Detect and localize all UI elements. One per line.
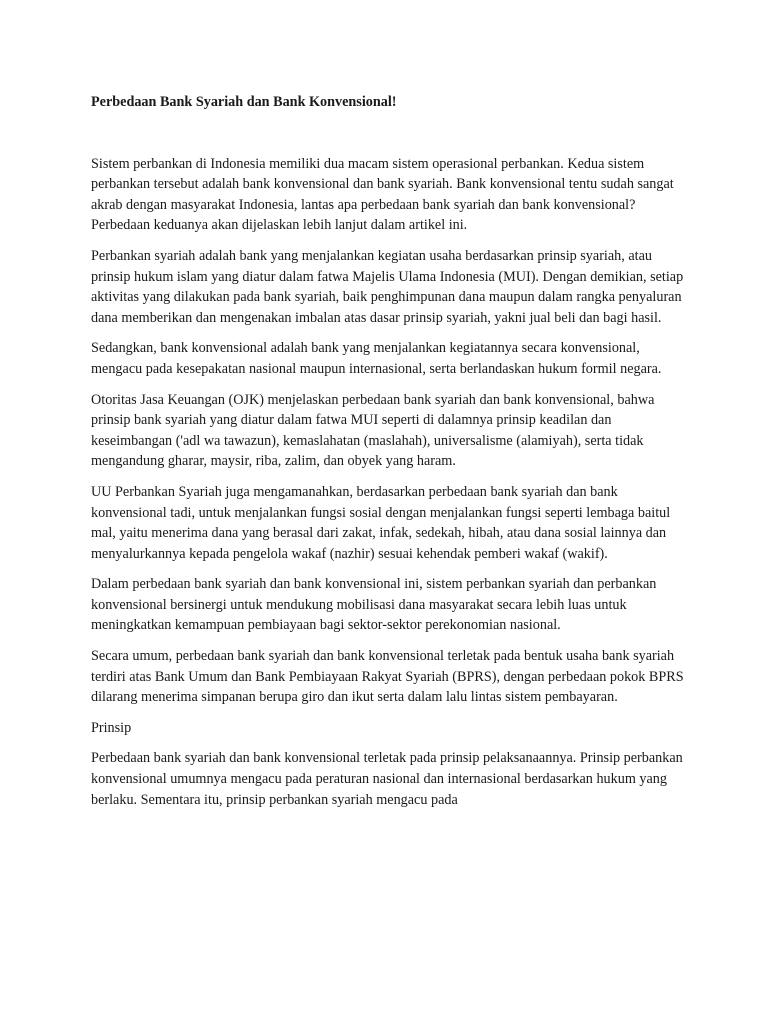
document-page	[91, 92, 691, 820]
paragraph-konvensional-definition: Sedangkan, bank konvensional adalah bank yang menjalankan kegiatannya secara konvensional, mengacu pada kesepakatan nasional maupun internasional, serta berlandaskan hukum formil negara.	[91, 340, 662, 377]
paragraph-uu-perbankan: UU Perbankan Syariah juga mengamanahkan, berdasarkan perbedaan bank syariah dan bank konvensional tadi, untuk menjalankan fungsi sosial dengan menjalankan fungsi seperti lembaga baitul mal, yaitu menerima dana yang berasal dari zakat, infak, sedekah, hibah, atau dana sosial lainnya dan menyalurkannya kepada pengelola wakaf (nazhir) sesuai kehendak pemberi wakaf (wakif).	[91, 483, 671, 562]
document-title: Perbedaan Bank Syariah dan Bank Konvensional!	[91, 94, 397, 110]
paragraph-intro: Sistem perbankan di Indonesia memiliki dua macam sistem operasional perbankan. Kedua sistem perbankan tersebut adalah bank konvensional dan bank syariah. Bank konvensional tentu sudah sangat akrab dengan masyarakat Indonesia, lantas apa perbedaan bank syariah dan bank konvensional? Perbedaan keduanya akan dijelaskan lebih lanjut dalam artikel ini.	[91, 155, 674, 234]
paragraph-syariah-definition: Perbankan syariah adalah bank yang menjalankan kegiatan usaha berdasarkan prinsip syariah, atau prinsip hukum islam yang diatur dalam fatwa Majelis Ulama Indonesia (MUI). Dengan demikian, setiap aktivitas yang dilakukan pada bank syariah, baik penghimpunan dana maupun dalam rangka penyaluran dana memberikan dan mengenakan imbalan atas dasar prinsip syariah, yakni jual beli dan bagi hasil.	[91, 247, 684, 326]
paragraph-prinsip: Perbedaan bank syariah dan bank konvensional terletak pada prinsip pelaksanaannya. Prinsip perbankan konvensional umumnya mengacu pada peraturan nasional dan internasional berdasarkan hukum yang berlaku. Sementara itu, prinsip perbankan syariah mengacu pada	[91, 750, 683, 808]
section-heading-prinsip: Prinsip	[91, 719, 132, 736]
paragraph-ojk: Otoritas Jasa Keuangan (OJK) menjelaskan perbedaan bank syariah dan bank konvensional, bahwa prinsip bank syariah yang diatur dalam fatwa MUI seperti di dalamnya prinsip keadilan dan keseimbangan ('adl wa tawazun), kemaslahatan (maslahah), universalisme (alamiyah), serta tidak mengandung gharar, maysir, riba, zalim, dan obyek yang haram.	[91, 391, 655, 470]
paragraph-sinergi: Dalam perbedaan bank syariah dan bank konvensional ini, sistem perbankan syariah dan perbankan konvensional bersinergi untuk mendukung mobilisasi dana masyarakat secara lebih luas untuk meningkatkan kemampuan pembiayaan bagi sektor-sektor perekonomian nasional.	[91, 576, 657, 634]
paragraph-bentuk-usaha: Secara umum, perbedaan bank syariah dan bank konvensional terletak pada bentuk usaha bank syariah terdiri atas Bank Umum dan Bank Pembiayaan Rakyat Syariah (BPRS), dengan perbedaan pokok BPRS dilarang menerima simpanan berupa giro dan ikut serta dalam lalu lintas sistem pembayaran.	[91, 648, 684, 706]
